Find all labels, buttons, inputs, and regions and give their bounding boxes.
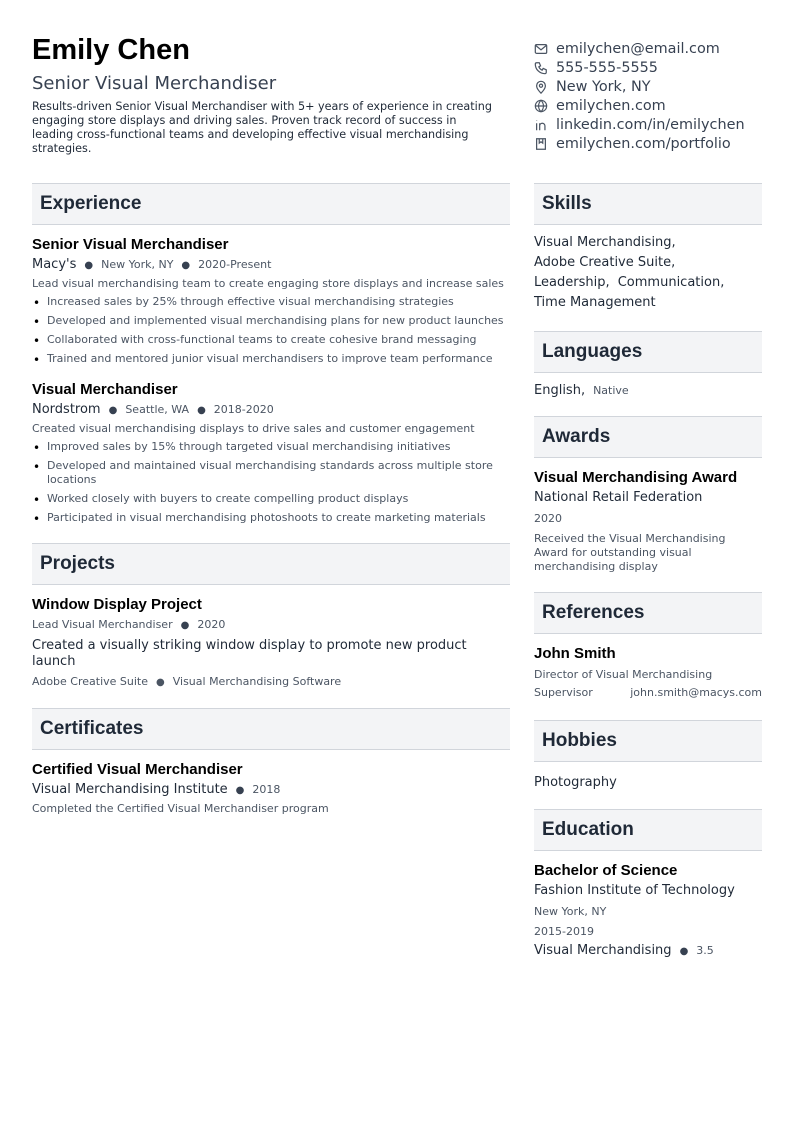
hobbies-section	[534, 720, 762, 791]
award-year: 2020	[534, 512, 562, 525]
side-column	[534, 183, 762, 976]
globe-icon	[534, 99, 548, 113]
award-title: Visual Merchandising Award	[534, 469, 738, 486]
job-bullets	[32, 295, 510, 366]
certificate-title: Certified Visual Merchandiser	[32, 761, 243, 778]
list-item: • Participated in visual merchandising photoshoots to create marketing materials	[32, 511, 510, 525]
candidate-name: Emily Chen	[32, 34, 190, 66]
project-description: Created a visually striking window display to promote new product launch	[32, 638, 467, 669]
skill-item: Leadership,	[534, 275, 610, 290]
separator-dot: ●	[197, 405, 206, 416]
skills-list	[534, 225, 762, 313]
references-section	[534, 592, 762, 702]
hobby-item: Photography	[534, 775, 617, 790]
main-column	[32, 183, 510, 834]
list-item: • Trained and mentored junior visual merchandisers to improve team performance	[32, 352, 510, 366]
project-role: Lead Visual Merchandiser	[32, 618, 173, 631]
education-dates: 2015-2019	[534, 925, 594, 938]
contact-portfolio[interactable]	[534, 134, 784, 153]
education-section	[534, 809, 762, 958]
certificates-heading: Certificates	[32, 708, 510, 750]
portfolio-icon	[534, 137, 548, 151]
certificate-entry	[32, 760, 510, 816]
job-title: Visual Merchandiser	[32, 381, 178, 398]
award-description: Received the Visual Merchandising Award for outstanding visual merchandising display	[534, 532, 726, 573]
contact-portfolio-text: emilychen.com/portfolio	[556, 135, 731, 152]
list-item: • Developed and maintained visual merchandising standards across multiple store locations	[32, 459, 510, 487]
languages-section	[534, 331, 762, 398]
candidate-title: Senior Visual Merchandiser	[32, 73, 277, 94]
phone-icon	[534, 61, 548, 75]
award-issuer: National Retail Federation	[534, 490, 703, 505]
skill-item: Communication,	[617, 275, 725, 290]
skill-item: Adobe Creative Suite,	[534, 255, 676, 270]
job-dates: 2018-2020	[213, 403, 274, 416]
reference-role: Director of Visual Merchandising	[534, 668, 713, 681]
references-heading: References	[534, 592, 762, 634]
education-location: New York, NY	[534, 905, 607, 918]
project-year: 2020	[197, 618, 226, 631]
job-dates: 2020-Present	[198, 258, 272, 271]
education-field: Visual Merchandising	[534, 943, 672, 958]
job-bullets	[32, 440, 510, 525]
certificate-issuer: Visual Merchandising Institute	[32, 782, 228, 797]
contact-location-text: New York, NY	[556, 78, 651, 95]
contact-phone-text: 555-555-5555	[556, 59, 658, 76]
separator-dot: ●	[180, 620, 190, 631]
contact-website-text: emilychen.com	[556, 97, 666, 114]
contact-linkedin-text: linkedin.com/in/emilychen	[556, 116, 745, 133]
reference-name: John Smith	[534, 645, 616, 662]
language-name: English,	[534, 383, 586, 398]
separator-dot: ●	[156, 677, 165, 688]
language-level: Native	[593, 384, 629, 397]
award-entry	[534, 458, 762, 574]
school: Fashion Institute of Technology	[534, 883, 735, 898]
certificates-section	[32, 708, 510, 816]
list-item: • Increased sales by 25% through effective visual merchandising strategies	[32, 295, 510, 309]
awards-heading: Awards	[534, 416, 762, 458]
languages-heading: Languages	[534, 331, 762, 373]
contact-info	[534, 39, 784, 153]
contact-email[interactable]	[534, 39, 784, 58]
reference-email[interactable]: john.smith@macys.com	[630, 686, 762, 699]
linkedin-icon	[534, 118, 548, 132]
reference-entry	[534, 634, 762, 702]
map-pin-icon	[534, 80, 548, 94]
separator-dot: ●	[108, 405, 118, 416]
contact-email-text: emilychen@email.com	[556, 40, 720, 57]
experience-heading: Experience	[32, 183, 510, 225]
experience-entry	[32, 380, 510, 525]
job-description: Created visual merchandising displays to drive sales and customer engagement	[32, 422, 475, 435]
contact-location	[534, 77, 784, 96]
experience-entry	[32, 235, 510, 366]
separator-dot: ●	[181, 260, 191, 271]
education-heading: Education	[534, 809, 762, 851]
list-item: • Developed and implemented visual merchandising plans for new product launches	[32, 314, 510, 328]
contact-linkedin[interactable]	[534, 115, 784, 134]
project-entry	[32, 595, 510, 690]
list-item: • Collaborated with cross-functional teams to create cohesive brand messaging	[32, 333, 510, 347]
reference-role-cont: Supervisor	[534, 686, 593, 699]
contact-phone[interactable]	[534, 58, 784, 77]
summary: Results-driven Senior Visual Merchandiser with 5+ years of experience in creating engaging store displays and driving sales. Proven track record of success in leading cross-functional teams and developing effective visual merchandising strategies.	[32, 100, 492, 155]
separator-dot: ●	[84, 260, 94, 271]
skill-item: Visual Merchandising,	[534, 235, 676, 250]
company: Nordstrom	[32, 402, 101, 417]
certificate-description: Completed the Certified Visual Merchandiser program	[32, 802, 329, 815]
list-item: • Improved sales by 15% through targeted visual merchandising initiatives	[32, 440, 510, 454]
certificate-year: 2018	[252, 783, 281, 796]
resume-header	[32, 32, 502, 156]
job-location: New York, NY	[101, 258, 174, 271]
education-gpa: 3.5	[696, 944, 714, 957]
mail-icon	[534, 42, 548, 56]
skills-section	[534, 183, 762, 313]
separator-dot: ●	[235, 785, 245, 796]
project-tools	[32, 674, 510, 690]
job-description: Lead visual merchandising team to create engaging store displays and increase sales	[32, 277, 504, 290]
project-title: Window Display Project	[32, 596, 202, 613]
project-tool: Visual Merchandising Software	[172, 675, 342, 688]
list-item: • Worked closely with buyers to create compelling product displays	[32, 492, 510, 506]
hobbies-heading: Hobbies	[534, 720, 762, 762]
job-location: Seattle, WA	[125, 403, 190, 416]
language-entry	[534, 373, 762, 398]
separator-dot: ●	[679, 946, 689, 957]
education-entry	[534, 851, 762, 958]
projects-heading: Projects	[32, 543, 510, 585]
skills-heading: Skills	[534, 183, 762, 225]
experience-section	[32, 183, 510, 525]
project-tool: Adobe Creative Suite	[32, 675, 148, 688]
awards-section	[534, 416, 762, 574]
company: Macy's	[32, 257, 77, 272]
projects-section	[32, 543, 510, 690]
contact-website[interactable]	[534, 96, 784, 115]
skill-item: Time Management	[534, 295, 656, 310]
degree: Bachelor of Science	[534, 862, 678, 879]
job-title: Senior Visual Merchandiser	[32, 236, 229, 253]
